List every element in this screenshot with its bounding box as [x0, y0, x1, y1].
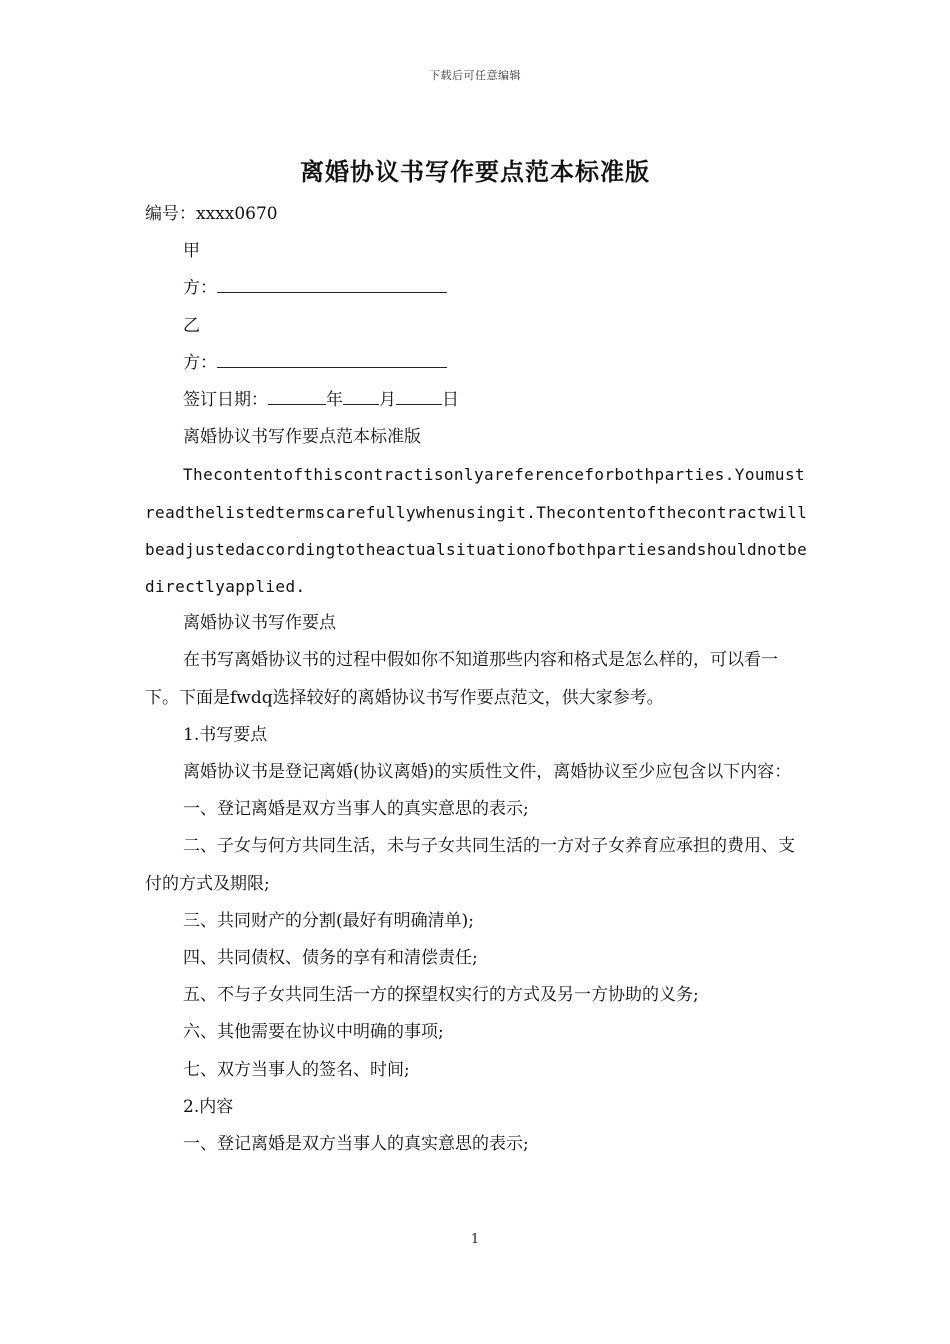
party-a-blank[interactable] [217, 270, 447, 293]
sign-date-month-label: 月 [379, 390, 396, 411]
party-a-label: 方： [183, 278, 217, 299]
part1-item: 二、子女与何方共同生活，未与子女共同生活的一方对子女养育应承担的费用、支付的方式及期限; [145, 836, 795, 894]
sign-date-day-label: 日 [442, 390, 459, 411]
part1-item: 七、双方当事人的签名、时间; [183, 1059, 410, 1080]
section-heading: 离婚协议书写作要点 [183, 613, 336, 634]
sign-date-month-blank[interactable] [343, 382, 379, 405]
part1-intro: 离婚协议书是登记离婚(协议离婚)的实质性文件，离婚协议至少应包含以下内容： [183, 762, 792, 783]
sign-date-line [145, 382, 810, 419]
sign-date-label: 签订日期： [183, 390, 268, 411]
header-note: 下载后可任意编辑 [429, 69, 521, 82]
sign-date-year-blank[interactable] [268, 382, 326, 405]
part1-item: 三、共同财产的分割(最好有明确清单); [183, 910, 474, 931]
document-subtitle: 离婚协议书写作要点范本标准版 [183, 427, 421, 448]
party-b-blank[interactable] [217, 345, 447, 368]
part1-heading: 1.书写要点 [183, 724, 268, 745]
party-b-label-top: 乙 [183, 315, 200, 336]
document-body [145, 196, 810, 1163]
party-a-label-top: 甲 [183, 241, 200, 262]
part2-item: 一、登记离婚是双方当事人的真实意思的表示; [183, 1134, 529, 1155]
document-number: 编号：xxxx0670 [145, 204, 278, 224]
document-title: 离婚协议书写作要点范本标准版 [300, 157, 650, 186]
part1-item: 六、其他需要在协议中明确的事项; [183, 1022, 444, 1043]
party-b-line [145, 345, 810, 382]
part1-item: 五、不与子女共同生活一方的探望权实行的方式及另一方协助的义务; [183, 985, 699, 1006]
part1-item: 四、共同债权、债务的享有和清偿责任; [183, 948, 478, 969]
party-b-label: 方： [183, 352, 217, 373]
page-number: 1 [470, 1232, 480, 1247]
part2-heading: 2.内容 [183, 1096, 234, 1117]
sign-date-year-label: 年 [326, 390, 343, 411]
english-note: Thecontentofthiscontractisonlyareferenceforbothparties.Youmustreadthelistedtermscarefullywhenusingit.Thecontentofthecontractwillbeadjustedaccordingtotheactualsituationofbothpartiesandshouldnotbedirectlyapplied. [145, 465, 808, 597]
part1-item: 一、登记离婚是双方当事人的真实意思的表示; [183, 799, 529, 820]
party-a-line [145, 270, 810, 307]
sign-date-day-blank[interactable] [396, 382, 442, 405]
intro-paragraph: 在书写离婚协议书的过程中假如你不知道那些内容和格式是怎么样的，可以看一下。下面是fwdq选择较好的离婚协议书写作要点范文，供大家参考。 [145, 650, 778, 708]
